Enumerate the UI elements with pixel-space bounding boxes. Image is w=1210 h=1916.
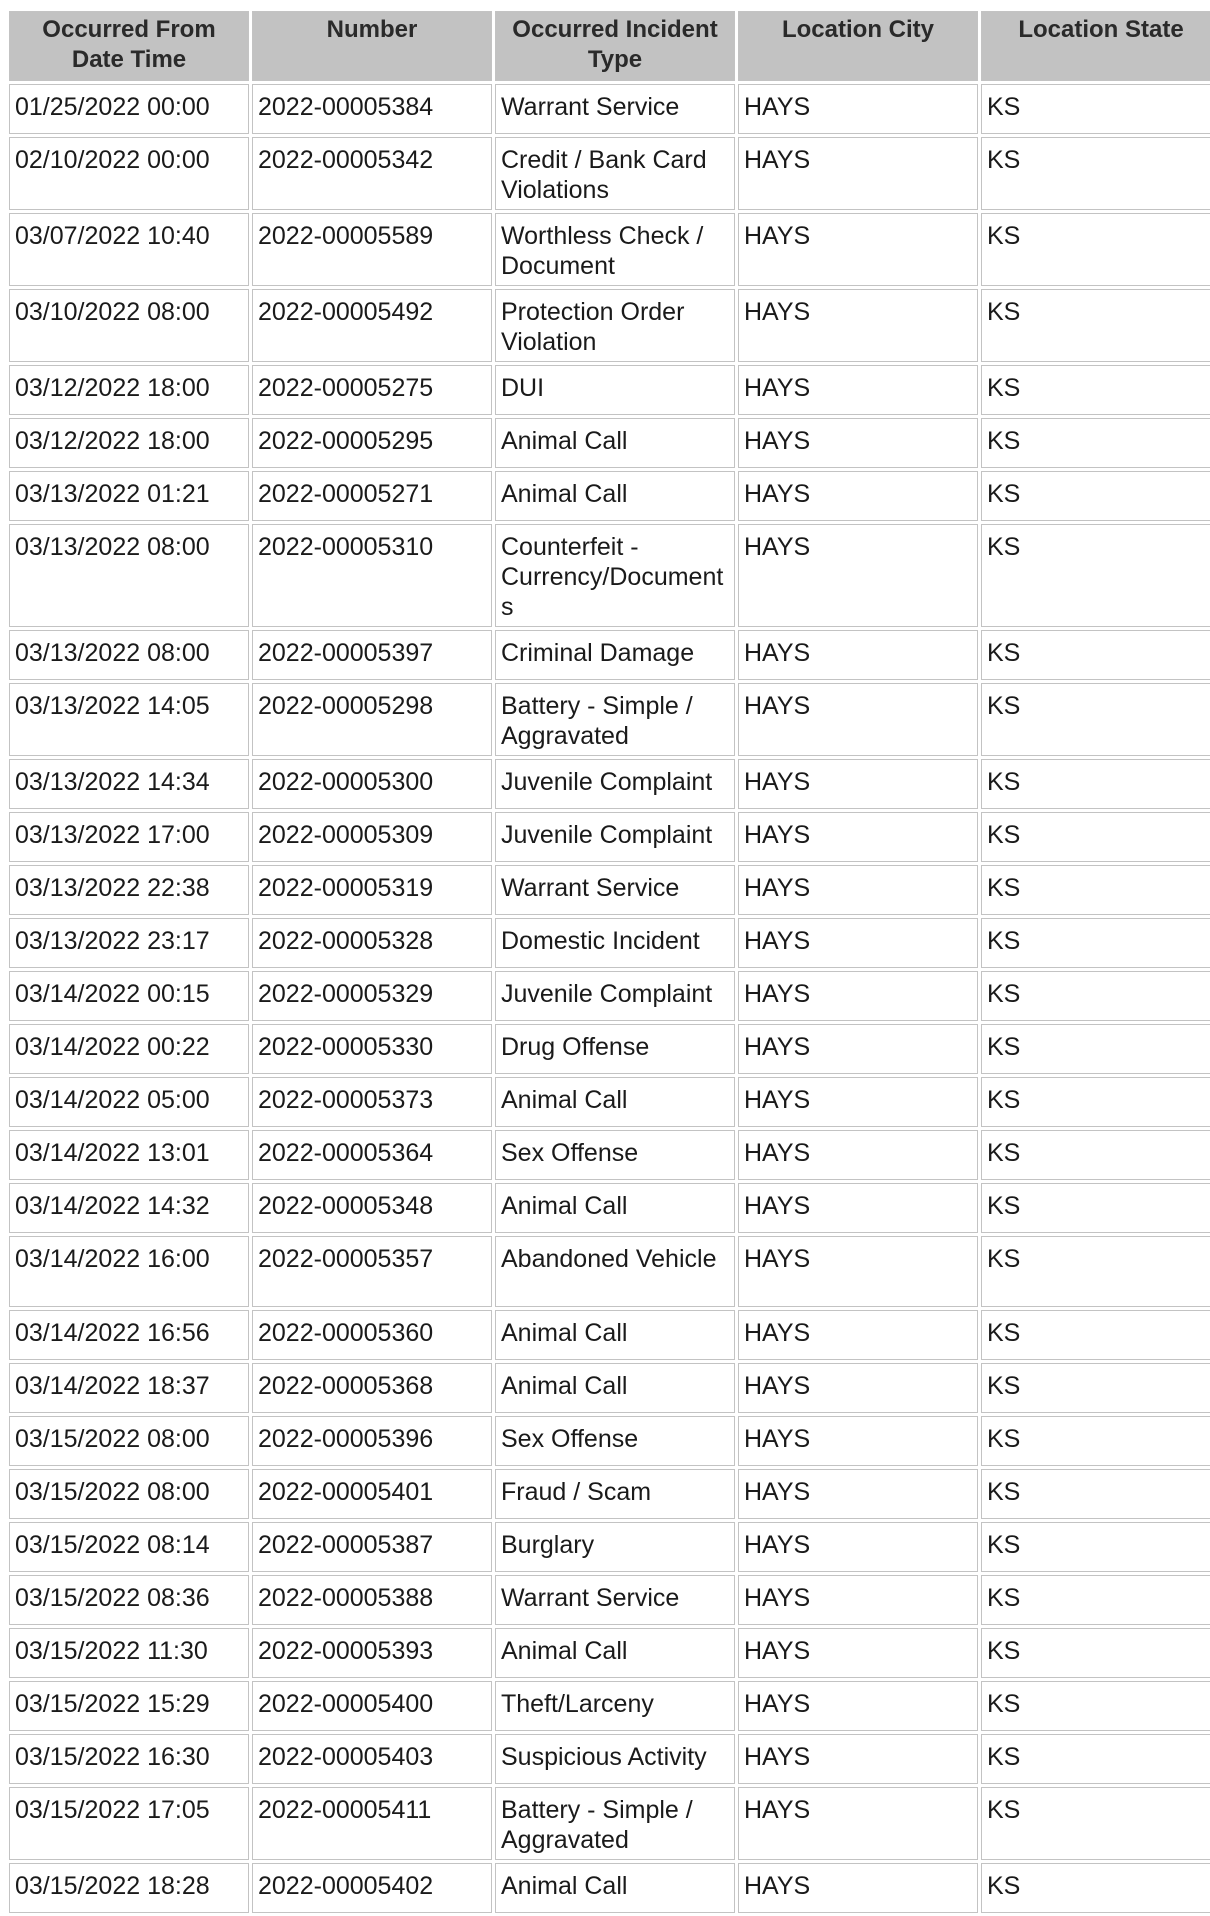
incident-type-cell: Juvenile Complaint [495,971,735,1021]
state-cell: KS [981,1310,1210,1360]
incident-type-cell: Juvenile Complaint [495,812,735,862]
incident-type-cell: Worthless Check / Document [495,213,735,286]
column-header-location-state: Location State [981,11,1210,81]
state-cell: KS [981,418,1210,468]
table-row [9,213,1210,286]
number-cell: 2022-00005397 [252,630,492,680]
date-time-cell: 03/07/2022 10:40 [9,213,249,286]
number-cell: 2022-00005309 [252,812,492,862]
date-time-cell: 03/13/2022 17:00 [9,812,249,862]
table-row [9,1863,1210,1913]
date-time-cell: 03/15/2022 17:05 [9,1787,249,1860]
incident-type-cell: Warrant Service [495,84,735,134]
state-cell: KS [981,1024,1210,1074]
city-cell: HAYS [738,1863,978,1913]
date-time-cell: 03/15/2022 15:29 [9,1681,249,1731]
state-cell: KS [981,1416,1210,1466]
state-cell: KS [981,918,1210,968]
column-header-occurred-from-date-time: Occurred From Date Time [9,11,249,81]
city-cell: HAYS [738,1628,978,1678]
city-cell: HAYS [738,865,978,915]
date-time-cell: 03/13/2022 08:00 [9,630,249,680]
date-time-cell: 01/25/2022 00:00 [9,84,249,134]
incident-table [6,8,1210,1916]
number-cell: 2022-00005388 [252,1575,492,1625]
table-row [9,812,1210,862]
state-cell: KS [981,365,1210,415]
state-cell: KS [981,524,1210,627]
table-row [9,84,1210,134]
incident-type-cell: Abandoned Vehicle [495,1236,735,1307]
date-time-cell: 03/13/2022 08:00 [9,524,249,627]
date-time-cell: 03/14/2022 00:22 [9,1024,249,1074]
incident-type-cell: Battery - Simple / Aggravated [495,683,735,756]
state-cell: KS [981,1183,1210,1233]
city-cell: HAYS [738,812,978,862]
table-header-row [9,11,1210,81]
number-cell: 2022-00005348 [252,1183,492,1233]
city-cell: HAYS [738,84,978,134]
number-cell: 2022-00005357 [252,1236,492,1307]
date-time-cell: 03/12/2022 18:00 [9,365,249,415]
date-time-cell: 03/14/2022 16:00 [9,1236,249,1307]
table-row [9,683,1210,756]
table-row [9,1130,1210,1180]
city-cell: HAYS [738,971,978,1021]
number-cell: 2022-00005492 [252,289,492,362]
number-cell: 2022-00005300 [252,759,492,809]
table-row [9,971,1210,1021]
state-cell: KS [981,971,1210,1021]
city-cell: HAYS [738,1077,978,1127]
table-row [9,1522,1210,1572]
city-cell: HAYS [738,1416,978,1466]
number-cell: 2022-00005271 [252,471,492,521]
table-row [9,418,1210,468]
city-cell: HAYS [738,1236,978,1307]
table-row [9,289,1210,362]
number-cell: 2022-00005275 [252,365,492,415]
incident-type-cell: Warrant Service [495,1575,735,1625]
state-cell: KS [981,865,1210,915]
state-cell: KS [981,1787,1210,1860]
city-cell: HAYS [738,1363,978,1413]
table-row [9,471,1210,521]
table-row [9,1681,1210,1731]
city-cell: HAYS [738,1130,978,1180]
state-cell: KS [981,812,1210,862]
city-cell: HAYS [738,365,978,415]
city-cell: HAYS [738,137,978,210]
date-time-cell: 03/13/2022 22:38 [9,865,249,915]
date-time-cell: 03/13/2022 14:34 [9,759,249,809]
number-cell: 2022-00005387 [252,1522,492,1572]
state-cell: KS [981,1681,1210,1731]
city-cell: HAYS [738,213,978,286]
incident-type-cell: Juvenile Complaint [495,759,735,809]
number-cell: 2022-00005589 [252,213,492,286]
number-cell: 2022-00005295 [252,418,492,468]
table-row [9,1077,1210,1127]
incident-type-cell: Animal Call [495,418,735,468]
date-time-cell: 03/15/2022 16:30 [9,1734,249,1784]
date-time-cell: 03/15/2022 08:00 [9,1416,249,1466]
date-time-cell: 03/15/2022 18:28 [9,1863,249,1913]
date-time-cell: 03/15/2022 08:00 [9,1469,249,1519]
table-body [9,84,1210,1913]
city-cell: HAYS [738,918,978,968]
city-cell: HAYS [738,1734,978,1784]
date-time-cell: 03/14/2022 14:32 [9,1183,249,1233]
column-header-location-city: Location City [738,11,978,81]
table-row [9,137,1210,210]
state-cell: KS [981,1628,1210,1678]
number-cell: 2022-00005396 [252,1416,492,1466]
date-time-cell: 03/15/2022 11:30 [9,1628,249,1678]
column-header-number: Number [252,11,492,81]
table-row [9,630,1210,680]
number-cell: 2022-00005328 [252,918,492,968]
incident-type-cell: Animal Call [495,471,735,521]
number-cell: 2022-00005400 [252,1681,492,1731]
number-cell: 2022-00005310 [252,524,492,627]
city-cell: HAYS [738,471,978,521]
incident-type-cell: Animal Call [495,1183,735,1233]
state-cell: KS [981,683,1210,756]
city-cell: HAYS [738,1787,978,1860]
city-cell: HAYS [738,418,978,468]
table-row [9,524,1210,627]
date-time-cell: 03/10/2022 08:00 [9,289,249,362]
state-cell: KS [981,1522,1210,1572]
number-cell: 2022-00005393 [252,1628,492,1678]
number-cell: 2022-00005329 [252,971,492,1021]
number-cell: 2022-00005330 [252,1024,492,1074]
city-cell: HAYS [738,1183,978,1233]
date-time-cell: 03/14/2022 05:00 [9,1077,249,1127]
table-row [9,1734,1210,1784]
incident-type-cell: Animal Call [495,1310,735,1360]
date-time-cell: 03/13/2022 14:05 [9,683,249,756]
table-row [9,1787,1210,1860]
state-cell: KS [981,289,1210,362]
state-cell: KS [981,1734,1210,1784]
number-cell: 2022-00005298 [252,683,492,756]
incident-type-cell: Theft/Larceny [495,1681,735,1731]
date-time-cell: 02/10/2022 00:00 [9,137,249,210]
state-cell: KS [981,1130,1210,1180]
number-cell: 2022-00005401 [252,1469,492,1519]
city-cell: HAYS [738,524,978,627]
city-cell: HAYS [738,1681,978,1731]
incident-type-cell: Drug Offense [495,1024,735,1074]
state-cell: KS [981,1363,1210,1413]
state-cell: KS [981,1077,1210,1127]
number-cell: 2022-00005342 [252,137,492,210]
table-row [9,1363,1210,1413]
table-row [9,1236,1210,1307]
date-time-cell: 03/14/2022 18:37 [9,1363,249,1413]
incident-type-cell: Warrant Service [495,865,735,915]
table-row [9,865,1210,915]
table-row [9,1310,1210,1360]
city-cell: HAYS [738,289,978,362]
state-cell: KS [981,137,1210,210]
incident-type-cell: Animal Call [495,1863,735,1913]
date-time-cell: 03/14/2022 16:56 [9,1310,249,1360]
number-cell: 2022-00005368 [252,1363,492,1413]
city-cell: HAYS [738,759,978,809]
number-cell: 2022-00005403 [252,1734,492,1784]
incident-type-cell: Animal Call [495,1363,735,1413]
state-cell: KS [981,759,1210,809]
table-row [9,1024,1210,1074]
city-cell: HAYS [738,1522,978,1572]
state-cell: KS [981,84,1210,134]
incident-type-cell: Battery - Simple / Aggravated [495,1787,735,1860]
number-cell: 2022-00005364 [252,1130,492,1180]
number-cell: 2022-00005402 [252,1863,492,1913]
incident-type-cell: Credit / Bank Card Violations [495,137,735,210]
date-time-cell: 03/14/2022 00:15 [9,971,249,1021]
date-time-cell: 03/15/2022 08:36 [9,1575,249,1625]
incident-type-cell: Burglary [495,1522,735,1572]
incident-type-cell: Counterfeit - Currency/Documents [495,524,735,627]
number-cell: 2022-00005319 [252,865,492,915]
number-cell: 2022-00005411 [252,1787,492,1860]
incident-type-cell: Sex Offense [495,1130,735,1180]
state-cell: KS [981,471,1210,521]
city-cell: HAYS [738,683,978,756]
date-time-cell: 03/14/2022 13:01 [9,1130,249,1180]
state-cell: KS [981,1469,1210,1519]
state-cell: KS [981,1236,1210,1307]
city-cell: HAYS [738,1575,978,1625]
incident-type-cell: Fraud / Scam [495,1469,735,1519]
incident-type-cell: Animal Call [495,1077,735,1127]
date-time-cell: 03/13/2022 23:17 [9,918,249,968]
state-cell: KS [981,630,1210,680]
incident-type-cell: Criminal Damage [495,630,735,680]
incident-type-cell: Animal Call [495,1628,735,1678]
table-row [9,759,1210,809]
number-cell: 2022-00005373 [252,1077,492,1127]
city-cell: HAYS [738,1310,978,1360]
table-row [9,1628,1210,1678]
city-cell: HAYS [738,630,978,680]
incident-type-cell: DUI [495,365,735,415]
table-row [9,918,1210,968]
state-cell: KS [981,1863,1210,1913]
table-row [9,1416,1210,1466]
state-cell: KS [981,213,1210,286]
column-header-occurred-incident-type: Occurred Incident Type [495,11,735,81]
incident-type-cell: Domestic Incident [495,918,735,968]
incident-type-cell: Sex Offense [495,1416,735,1466]
city-cell: HAYS [738,1024,978,1074]
date-time-cell: 03/15/2022 08:14 [9,1522,249,1572]
incident-type-cell: Suspicious Activity [495,1734,735,1784]
table-row [9,365,1210,415]
city-cell: HAYS [738,1469,978,1519]
date-time-cell: 03/13/2022 01:21 [9,471,249,521]
table-row [9,1575,1210,1625]
number-cell: 2022-00005384 [252,84,492,134]
date-time-cell: 03/12/2022 18:00 [9,418,249,468]
incident-type-cell: Protection Order Violation [495,289,735,362]
number-cell: 2022-00005360 [252,1310,492,1360]
table-row [9,1469,1210,1519]
table-row [9,1183,1210,1233]
state-cell: KS [981,1575,1210,1625]
